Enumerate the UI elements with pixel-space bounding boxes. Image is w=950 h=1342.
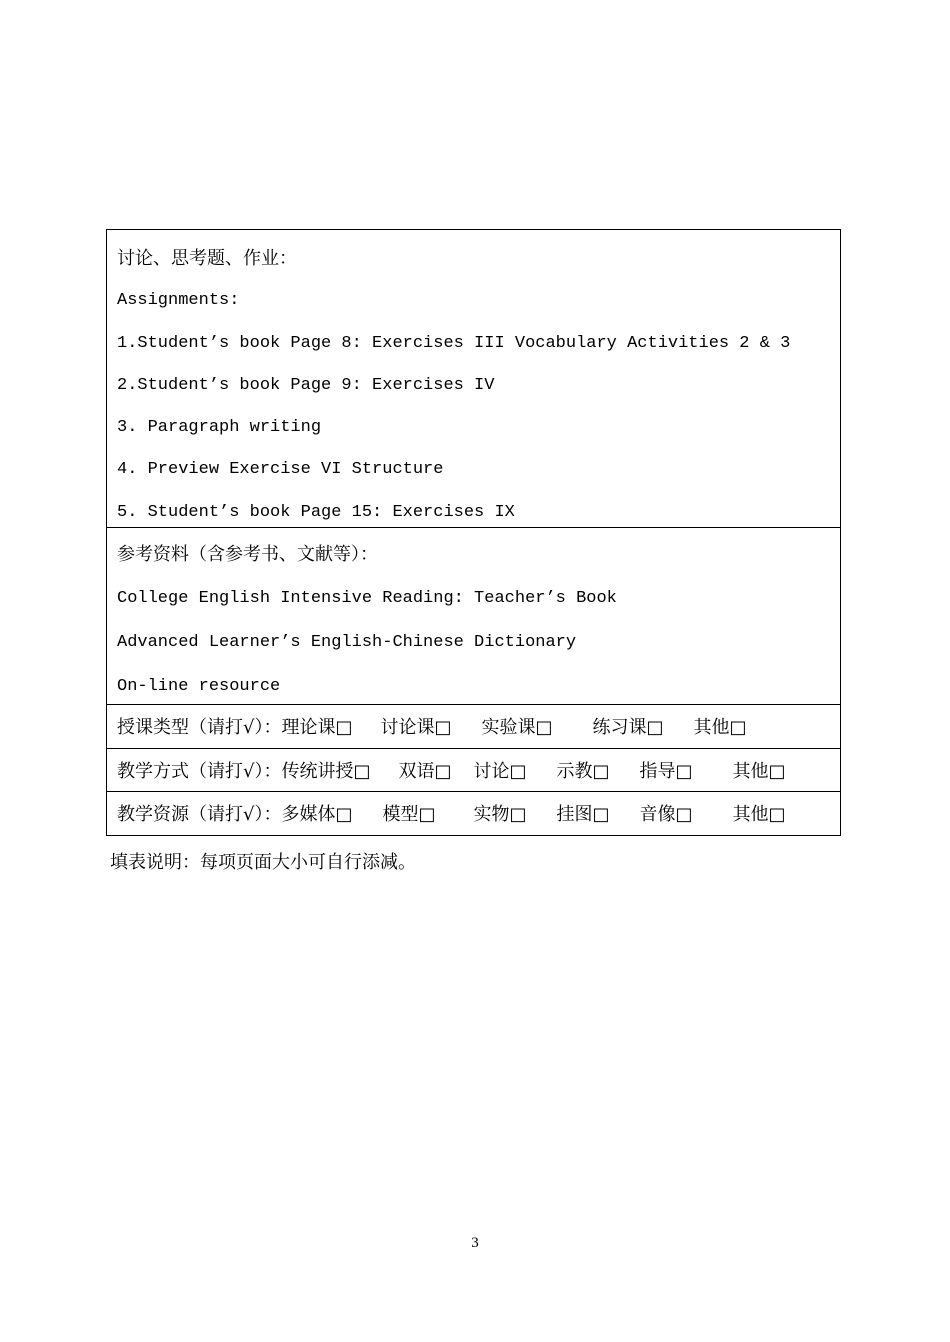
course-type-option[interactable]: 练习课□	[592, 717, 664, 739]
course-type-option[interactable]: 讨论课□	[380, 717, 452, 739]
teaching-method-option[interactable]: 指导□	[639, 760, 693, 782]
lesson-plan-table	[106, 229, 841, 836]
page-number: 3	[471, 1235, 479, 1251]
form-note: 填表说明：每项页面大小可自行添减。	[110, 852, 416, 873]
teaching-resources-option[interactable]: 实物□	[473, 804, 527, 826]
teaching-method-row	[107, 748, 840, 792]
assignment-item: 1.Student’s book Page 8: Exercises III Vocabulary Activities 2 & 3	[117, 333, 791, 353]
assignments-section	[107, 230, 840, 527]
teaching-resources-option[interactable]: 其他□	[732, 804, 786, 826]
teaching-method-option[interactable]: 双语□	[398, 760, 452, 782]
references-heading: 参考资料（含参考书、文献等）：	[117, 544, 378, 565]
teaching-method-option[interactable]: 示教□	[556, 760, 610, 782]
assignment-item: 5. Student’s book Page 15: Exercises IX	[117, 502, 515, 522]
reference-item: On-line resource	[117, 677, 281, 696]
assignments-subheading: Assignments:	[117, 291, 240, 311]
teaching-resources-option[interactable]: 挂图□	[556, 804, 610, 826]
references-section	[107, 527, 840, 704]
teaching-method-option[interactable]: 讨论□	[473, 760, 527, 782]
teaching-method-option[interactable]: 传统讲授□	[281, 760, 371, 782]
teaching-resources-label: 教学资源（请打√）：	[117, 804, 282, 826]
course-type-option[interactable]: 实验课□	[481, 717, 553, 739]
course-type-option[interactable]: 理论课□	[281, 717, 353, 739]
reference-item: Advanced Learner’s English-Chinese Dictionary	[117, 633, 577, 652]
teaching-method-option[interactable]: 其他□	[732, 760, 786, 782]
teaching-resources-option[interactable]: 模型□	[382, 804, 436, 826]
reference-item: College English Intensive Reading: Teacher’s Book	[117, 589, 617, 608]
assignments-heading: 讨论、思考题、作业：	[117, 248, 297, 269]
assignment-item: 2.Student’s book Page 9: Exercises IV	[117, 375, 495, 395]
teaching-resources-row	[107, 791, 840, 835]
course-type-row	[107, 704, 840, 748]
teaching-resources-option[interactable]: 音像□	[639, 804, 693, 826]
assignment-item: 4. Preview Exercise VI Structure	[117, 460, 444, 480]
teaching-resources-option[interactable]: 多媒体□	[281, 804, 353, 826]
course-type-label: 授课类型（请打√）：	[117, 717, 282, 739]
course-type-option[interactable]: 其他□	[693, 717, 747, 739]
teaching-method-label: 教学方式（请打√）：	[117, 760, 282, 782]
assignment-item: 3. Paragraph writing	[117, 418, 322, 438]
